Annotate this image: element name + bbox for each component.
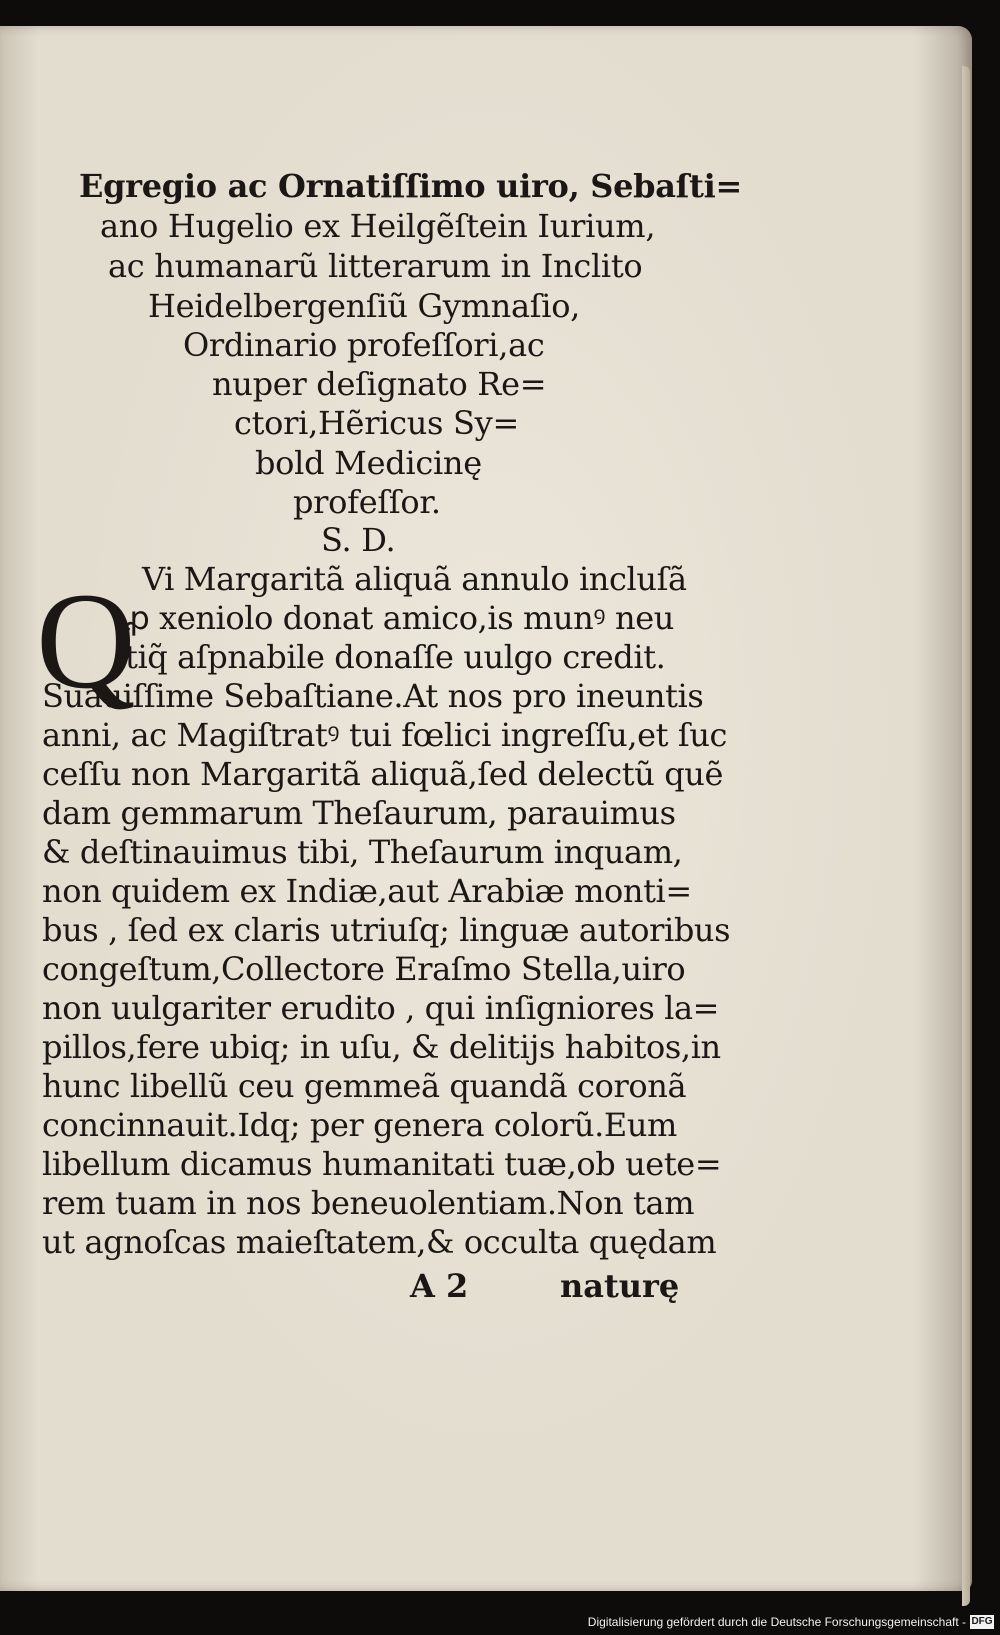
dedication-line: ano Hugelio ex Heilgẽſtein Iurium, [100,207,656,245]
dedication-line: bold Medicinę [255,444,482,482]
dedication-line: profeſſor. [293,483,441,521]
dedication-line: Ordinario profeſſori,ac [183,326,545,364]
body-line: dam gemmarum Theſaurum, parauimus [42,794,676,832]
dedication-line: Egregio ac Ornatiſſimo uiro, Sebaſti= [79,167,742,205]
body-line: pillos,fere ubiq; in uſu, & delitijs habitos,in [42,1028,721,1066]
body-line: tiq̃ aſpnabile donaſſe uulgo credit. [125,638,666,676]
salutation: S. D. [321,521,396,559]
body-line: ꝓ xeniolo donat amico,is munꝰ neu [125,599,674,637]
body-line: rem tuam in nos beneuolentiam.Non tam [42,1184,695,1222]
body-line: ceſſu non Margaritã aliquã,ſed delectũ quẽ [42,755,724,793]
page-edge [962,66,970,1606]
body-line: concinnauit.Idq; per genera colorũ.Eum [42,1106,677,1144]
body-line: ut agnoſcas maieſtatem,& occulta quędam [42,1223,717,1261]
dfg-logo: DFG [971,1616,993,1627]
digitization-footer [0,1611,1000,1635]
body-line: & deſtinauimus tibi, Theſaurum inquam, [42,833,683,871]
body-line: Vi Margaritã aliquã annulo incluſã [142,560,687,598]
body-line: non quidem ex Indiæ,aut Arabiæ monti= [42,872,692,910]
body-line: libellum dicamus humanitati tuæ,ob uete= [42,1145,722,1183]
catchword: naturę [560,1267,680,1305]
footer-credit-text: Digitalisierung gefördert durch die Deutsche Forschungsgemeinschaft - [587,1615,966,1629]
dedication-line: nuper deſignato Re= [212,365,547,403]
body-line: bus , ſed ex claris utriuſq; linguæ autoribus [42,911,731,949]
body-line: hunc libellũ ceu gemmeã quandã coronã [42,1067,687,1105]
dedication-line: Heidelbergenſiũ Gymnaſio, [148,287,581,325]
body-line: Suauiſſime Sebaſtiane.At nos pro ineuntis [42,677,704,715]
dedication-line: ctori,Hẽricus Sy= [234,404,519,442]
body-line: congeſtum,Collectore Eraſmo Stella,uiro [42,950,686,988]
book-page [0,26,972,1591]
signature-mark: A 2 [410,1267,469,1305]
body-line: anni, ac Magiſtratꝰ tui fœlici ingreſſu,et ſuc [42,716,728,754]
body-line: non uulgariter erudito , qui inſigniores la= [42,989,720,1027]
dedication-line: ac humanarũ litterarum in Inclito [108,247,643,285]
drop-cap: Q [36,564,136,717]
